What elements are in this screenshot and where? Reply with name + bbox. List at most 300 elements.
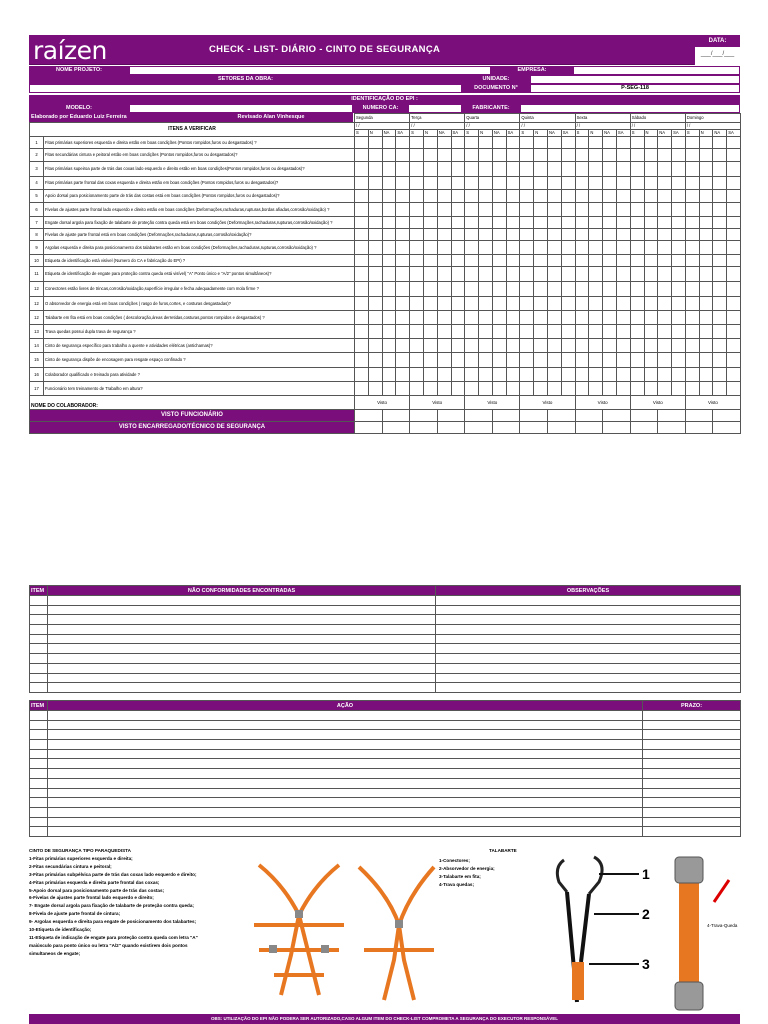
check-cell[interactable]: [382, 266, 396, 281]
visto-encarregado-cell[interactable]: [575, 421, 603, 433]
check-cell[interactable]: [396, 149, 410, 162]
check-cell[interactable]: [492, 190, 506, 203]
check-cell[interactable]: [423, 352, 437, 367]
check-cell[interactable]: [713, 367, 727, 381]
check-cell[interactable]: [575, 296, 589, 310]
visto-encarregado-cell[interactable]: [355, 421, 383, 433]
check-cell[interactable]: [520, 296, 534, 310]
check-cell[interactable]: [368, 149, 382, 162]
visto-encarregado-cell[interactable]: [713, 421, 741, 433]
action-cell[interactable]: [30, 749, 48, 759]
check-cell[interactable]: [685, 367, 699, 381]
check-cell[interactable]: [410, 367, 424, 381]
check-cell[interactable]: [437, 266, 451, 281]
check-cell[interactable]: [492, 367, 506, 381]
check-cell[interactable]: [437, 281, 451, 296]
nc-cell[interactable]: [436, 683, 741, 693]
check-cell[interactable]: [685, 310, 699, 324]
nc-cell[interactable]: [48, 605, 436, 615]
check-cell[interactable]: [520, 310, 534, 324]
check-cell[interactable]: [506, 228, 520, 240]
check-cell[interactable]: [727, 228, 741, 240]
check-cell[interactable]: [437, 367, 451, 381]
action-cell[interactable]: [643, 759, 741, 769]
check-cell[interactable]: [685, 281, 699, 296]
check-cell[interactable]: [589, 228, 603, 240]
check-cell[interactable]: [479, 202, 493, 216]
check-cell[interactable]: [561, 216, 575, 228]
check-cell[interactable]: [699, 202, 713, 216]
check-cell[interactable]: [396, 296, 410, 310]
check-cell[interactable]: [465, 281, 479, 296]
check-cell[interactable]: [465, 266, 479, 281]
check-cell[interactable]: [520, 281, 534, 296]
check-cell[interactable]: [423, 161, 437, 176]
check-cell[interactable]: [672, 136, 686, 149]
check-cell[interactable]: [520, 202, 534, 216]
nc-cell[interactable]: [48, 673, 436, 683]
check-cell[interactable]: [603, 202, 617, 216]
check-cell[interactable]: [437, 202, 451, 216]
check-cell[interactable]: [575, 266, 589, 281]
check-cell[interactable]: [547, 266, 561, 281]
check-cell[interactable]: [479, 136, 493, 149]
check-cell[interactable]: [685, 228, 699, 240]
check-cell[interactable]: [575, 149, 589, 162]
day-date-4[interactable]: / /: [575, 122, 630, 129]
check-cell[interactable]: [437, 310, 451, 324]
check-cell[interactable]: [589, 216, 603, 228]
action-cell[interactable]: [643, 740, 741, 750]
check-cell[interactable]: [492, 228, 506, 240]
check-cell[interactable]: [479, 266, 493, 281]
check-cell[interactable]: [465, 216, 479, 228]
visto-cell[interactable]: Visto: [630, 395, 685, 409]
check-cell[interactable]: [630, 338, 644, 352]
check-cell[interactable]: [520, 228, 534, 240]
check-cell[interactable]: [423, 367, 437, 381]
check-cell[interactable]: [423, 216, 437, 228]
check-cell[interactable]: [492, 352, 506, 367]
action-cell[interactable]: [30, 788, 48, 798]
check-cell[interactable]: [547, 161, 561, 176]
check-cell[interactable]: [451, 176, 465, 190]
check-cell[interactable]: [506, 149, 520, 162]
check-cell[interactable]: [713, 216, 727, 228]
check-cell[interactable]: [547, 216, 561, 228]
check-cell[interactable]: [479, 228, 493, 240]
check-cell[interactable]: [492, 161, 506, 176]
check-cell[interactable]: [534, 202, 548, 216]
check-cell[interactable]: [410, 281, 424, 296]
check-cell[interactable]: [355, 149, 369, 162]
action-cell[interactable]: [30, 807, 48, 817]
check-cell[interactable]: [410, 202, 424, 216]
check-cell[interactable]: [534, 149, 548, 162]
check-cell[interactable]: [492, 310, 506, 324]
check-cell[interactable]: [561, 161, 575, 176]
check-cell[interactable]: [699, 149, 713, 162]
check-cell[interactable]: [658, 228, 672, 240]
visto-funcionario-cell[interactable]: [547, 409, 575, 421]
check-cell[interactable]: [479, 190, 493, 203]
check-cell[interactable]: [355, 190, 369, 203]
check-cell[interactable]: [589, 190, 603, 203]
check-cell[interactable]: [451, 136, 465, 149]
check-cell[interactable]: [616, 324, 630, 338]
visto-funcionario-cell[interactable]: [603, 409, 631, 421]
check-cell[interactable]: [410, 254, 424, 266]
visto-encarregado-cell[interactable]: [658, 421, 686, 433]
check-cell[interactable]: [547, 228, 561, 240]
check-cell[interactable]: [520, 176, 534, 190]
check-cell[interactable]: [603, 338, 617, 352]
visto-funcionario-cell[interactable]: [575, 409, 603, 421]
check-cell[interactable]: [672, 202, 686, 216]
check-cell[interactable]: [727, 281, 741, 296]
check-cell[interactable]: [547, 367, 561, 381]
action-cell[interactable]: [30, 711, 48, 721]
check-cell[interactable]: [672, 324, 686, 338]
check-cell[interactable]: [589, 202, 603, 216]
check-cell[interactable]: [465, 310, 479, 324]
check-cell[interactable]: [382, 228, 396, 240]
check-cell[interactable]: [355, 381, 369, 395]
check-cell[interactable]: [630, 254, 644, 266]
check-cell[interactable]: [685, 324, 699, 338]
check-cell[interactable]: [382, 281, 396, 296]
check-cell[interactable]: [368, 338, 382, 352]
check-cell[interactable]: [603, 161, 617, 176]
check-cell[interactable]: [492, 216, 506, 228]
check-cell[interactable]: [699, 240, 713, 254]
check-cell[interactable]: [506, 254, 520, 266]
check-cell[interactable]: [616, 352, 630, 367]
visto-funcionario-cell[interactable]: [630, 409, 658, 421]
check-cell[interactable]: [699, 254, 713, 266]
check-cell[interactable]: [616, 281, 630, 296]
check-cell[interactable]: [630, 190, 644, 203]
check-cell[interactable]: [630, 216, 644, 228]
check-cell[interactable]: [368, 381, 382, 395]
check-cell[interactable]: [713, 381, 727, 395]
check-cell[interactable]: [699, 310, 713, 324]
check-cell[interactable]: [534, 310, 548, 324]
check-cell[interactable]: [547, 296, 561, 310]
check-cell[interactable]: [368, 310, 382, 324]
check-cell[interactable]: [479, 216, 493, 228]
check-cell[interactable]: [437, 228, 451, 240]
visto-cell[interactable]: Visto: [520, 395, 575, 409]
check-cell[interactable]: [672, 266, 686, 281]
check-cell[interactable]: [547, 136, 561, 149]
check-cell[interactable]: [451, 149, 465, 162]
action-cell[interactable]: [48, 759, 643, 769]
nc-cell[interactable]: [436, 615, 741, 625]
check-cell[interactable]: [644, 176, 658, 190]
date-box[interactable]: [694, 35, 740, 65]
date-value[interactable]: ___/___/___: [700, 51, 735, 57]
check-cell[interactable]: [437, 149, 451, 162]
check-cell[interactable]: [713, 338, 727, 352]
check-cell[interactable]: [396, 338, 410, 352]
check-cell[interactable]: [616, 381, 630, 395]
check-cell[interactable]: [575, 324, 589, 338]
check-cell[interactable]: [451, 240, 465, 254]
check-cell[interactable]: [410, 216, 424, 228]
check-cell[interactable]: [534, 296, 548, 310]
action-cell[interactable]: [643, 798, 741, 808]
check-cell[interactable]: [410, 136, 424, 149]
check-cell[interactable]: [437, 338, 451, 352]
check-cell[interactable]: [520, 338, 534, 352]
nc-cell[interactable]: [30, 605, 48, 615]
check-cell[interactable]: [547, 202, 561, 216]
check-cell[interactable]: [644, 266, 658, 281]
action-cell[interactable]: [643, 769, 741, 779]
check-cell[interactable]: [644, 190, 658, 203]
check-cell[interactable]: [575, 161, 589, 176]
check-cell[interactable]: [644, 161, 658, 176]
check-cell[interactable]: [437, 240, 451, 254]
nc-cell[interactable]: [48, 654, 436, 664]
check-cell[interactable]: [603, 190, 617, 203]
check-cell[interactable]: [727, 176, 741, 190]
check-cell[interactable]: [368, 324, 382, 338]
check-cell[interactable]: [534, 228, 548, 240]
visto-encarregado-cell[interactable]: [382, 421, 410, 433]
check-cell[interactable]: [658, 367, 672, 381]
check-cell[interactable]: [685, 266, 699, 281]
nc-cell[interactable]: [30, 625, 48, 635]
check-cell[interactable]: [630, 136, 644, 149]
check-cell[interactable]: [644, 338, 658, 352]
check-cell[interactable]: [547, 190, 561, 203]
check-cell[interactable]: [644, 324, 658, 338]
action-cell[interactable]: [48, 788, 643, 798]
check-cell[interactable]: [479, 338, 493, 352]
check-cell[interactable]: [451, 352, 465, 367]
check-cell[interactable]: [355, 161, 369, 176]
check-cell[interactable]: [685, 190, 699, 203]
check-cell[interactable]: [451, 281, 465, 296]
check-cell[interactable]: [727, 202, 741, 216]
check-cell[interactable]: [589, 381, 603, 395]
check-cell[interactable]: [616, 338, 630, 352]
check-cell[interactable]: [603, 310, 617, 324]
check-cell[interactable]: [520, 190, 534, 203]
check-cell[interactable]: [658, 190, 672, 203]
check-cell[interactable]: [685, 296, 699, 310]
check-cell[interactable]: [603, 324, 617, 338]
check-cell[interactable]: [713, 296, 727, 310]
check-cell[interactable]: [479, 296, 493, 310]
action-cell[interactable]: [643, 720, 741, 730]
check-cell[interactable]: [479, 324, 493, 338]
check-cell[interactable]: [672, 367, 686, 381]
check-cell[interactable]: [672, 310, 686, 324]
nc-cell[interactable]: [48, 644, 436, 654]
check-cell[interactable]: [534, 324, 548, 338]
nc-cell[interactable]: [48, 683, 436, 693]
setores-field[interactable]: [29, 84, 462, 93]
check-cell[interactable]: [423, 202, 437, 216]
check-cell[interactable]: [396, 240, 410, 254]
visto-encarregado-cell[interactable]: [410, 421, 438, 433]
check-cell[interactable]: [672, 161, 686, 176]
check-cell[interactable]: [520, 254, 534, 266]
check-cell[interactable]: [727, 190, 741, 203]
check-cell[interactable]: [630, 324, 644, 338]
check-cell[interactable]: [658, 296, 672, 310]
nome-projeto-field[interactable]: [129, 66, 491, 75]
check-cell[interactable]: [437, 324, 451, 338]
check-cell[interactable]: [713, 324, 727, 338]
check-cell[interactable]: [603, 266, 617, 281]
visto-funcionario-cell[interactable]: [410, 409, 438, 421]
check-cell[interactable]: [575, 202, 589, 216]
check-cell[interactable]: [561, 324, 575, 338]
check-cell[interactable]: [561, 296, 575, 310]
check-cell[interactable]: [644, 136, 658, 149]
check-cell[interactable]: [561, 266, 575, 281]
check-cell[interactable]: [727, 254, 741, 266]
check-cell[interactable]: [423, 324, 437, 338]
action-cell[interactable]: [643, 749, 741, 759]
visto-funcionario-cell[interactable]: [685, 409, 713, 421]
check-cell[interactable]: [561, 176, 575, 190]
action-cell[interactable]: [48, 817, 643, 827]
check-cell[interactable]: [713, 281, 727, 296]
check-cell[interactable]: [672, 228, 686, 240]
check-cell[interactable]: [382, 136, 396, 149]
check-cell[interactable]: [465, 161, 479, 176]
check-cell[interactable]: [672, 190, 686, 203]
check-cell[interactable]: [410, 381, 424, 395]
check-cell[interactable]: [465, 338, 479, 352]
check-cell[interactable]: [382, 254, 396, 266]
check-cell[interactable]: [492, 240, 506, 254]
check-cell[interactable]: [575, 381, 589, 395]
check-cell[interactable]: [547, 281, 561, 296]
check-cell[interactable]: [616, 310, 630, 324]
check-cell[interactable]: [506, 202, 520, 216]
check-cell[interactable]: [672, 149, 686, 162]
check-cell[interactable]: [451, 202, 465, 216]
action-cell[interactable]: [30, 720, 48, 730]
nc-cell[interactable]: [30, 663, 48, 673]
check-cell[interactable]: [727, 240, 741, 254]
check-cell[interactable]: [451, 310, 465, 324]
check-cell[interactable]: [506, 381, 520, 395]
check-cell[interactable]: [672, 296, 686, 310]
check-cell[interactable]: [437, 176, 451, 190]
check-cell[interactable]: [616, 228, 630, 240]
check-cell[interactable]: [685, 254, 699, 266]
check-cell[interactable]: [437, 161, 451, 176]
action-cell[interactable]: [30, 759, 48, 769]
check-cell[interactable]: [355, 310, 369, 324]
check-cell[interactable]: [561, 281, 575, 296]
check-cell[interactable]: [396, 266, 410, 281]
check-cell[interactable]: [465, 136, 479, 149]
nc-cell[interactable]: [30, 644, 48, 654]
check-cell[interactable]: [479, 310, 493, 324]
check-cell[interactable]: [644, 381, 658, 395]
check-cell[interactable]: [616, 161, 630, 176]
check-cell[interactable]: [465, 240, 479, 254]
check-cell[interactable]: [506, 266, 520, 281]
visto-encarregado-cell[interactable]: [520, 421, 548, 433]
check-cell[interactable]: [616, 190, 630, 203]
check-cell[interactable]: [699, 324, 713, 338]
action-cell[interactable]: [30, 817, 48, 827]
check-cell[interactable]: [492, 266, 506, 281]
check-cell[interactable]: [672, 216, 686, 228]
check-cell[interactable]: [423, 310, 437, 324]
check-cell[interactable]: [713, 228, 727, 240]
visto-funcionario-cell[interactable]: [492, 409, 520, 421]
nc-cell[interactable]: [436, 596, 741, 606]
check-cell[interactable]: [451, 254, 465, 266]
check-cell[interactable]: [658, 254, 672, 266]
check-cell[interactable]: [630, 352, 644, 367]
nc-cell[interactable]: [436, 634, 741, 644]
check-cell[interactable]: [451, 381, 465, 395]
action-cell[interactable]: [48, 769, 643, 779]
check-cell[interactable]: [575, 254, 589, 266]
nc-cell[interactable]: [48, 625, 436, 635]
check-cell[interactable]: [658, 161, 672, 176]
check-cell[interactable]: [727, 324, 741, 338]
check-cell[interactable]: [355, 281, 369, 296]
check-cell[interactable]: [355, 266, 369, 281]
nc-cell[interactable]: [30, 683, 48, 693]
check-cell[interactable]: [396, 190, 410, 203]
check-cell[interactable]: [589, 281, 603, 296]
check-cell[interactable]: [534, 136, 548, 149]
visto-funcionario-cell[interactable]: [465, 409, 493, 421]
check-cell[interactable]: [534, 367, 548, 381]
check-cell[interactable]: [368, 240, 382, 254]
check-cell[interactable]: [534, 190, 548, 203]
check-cell[interactable]: [368, 296, 382, 310]
visto-cell[interactable]: Visto: [410, 395, 465, 409]
action-cell[interactable]: [48, 711, 643, 721]
check-cell[interactable]: [479, 176, 493, 190]
check-cell[interactable]: [630, 367, 644, 381]
action-cell[interactable]: [48, 740, 643, 750]
check-cell[interactable]: [492, 254, 506, 266]
check-cell[interactable]: [355, 240, 369, 254]
check-cell[interactable]: [410, 338, 424, 352]
check-cell[interactable]: [423, 338, 437, 352]
visto-cell[interactable]: Visto: [575, 395, 630, 409]
check-cell[interactable]: [713, 202, 727, 216]
check-cell[interactable]: [410, 324, 424, 338]
check-cell[interactable]: [396, 254, 410, 266]
check-cell[interactable]: [630, 266, 644, 281]
check-cell[interactable]: [534, 240, 548, 254]
check-cell[interactable]: [699, 338, 713, 352]
check-cell[interactable]: [355, 324, 369, 338]
check-cell[interactable]: [437, 190, 451, 203]
check-cell[interactable]: [396, 228, 410, 240]
check-cell[interactable]: [713, 136, 727, 149]
check-cell[interactable]: [506, 310, 520, 324]
check-cell[interactable]: [616, 266, 630, 281]
action-cell[interactable]: [48, 798, 643, 808]
